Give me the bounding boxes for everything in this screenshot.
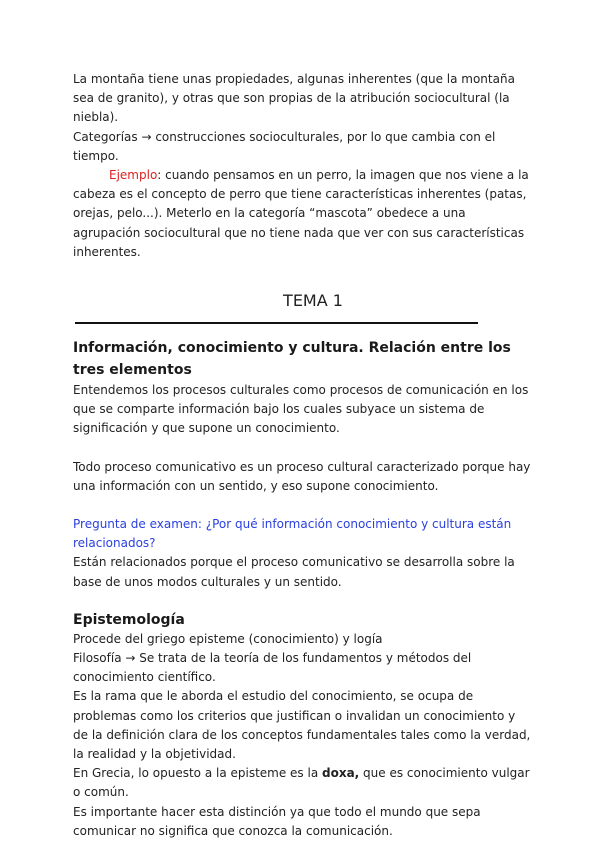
example-text: : cuando pensamos en un perro, la imagen que nos viene a la cabeza es el concepto de perro que tiene características inherentes (patas, orejas, pelo...). Meterlo en la categoría “mascota” obedece a una agrupación sociocultural que no tiene nada que ver con sus características inherentes. [73, 168, 529, 259]
doxa-term: doxa, [322, 766, 360, 781]
example-label: Ejemplo [109, 168, 158, 183]
example-paragraph [73, 166, 533, 262]
section2-paragraph-3: Es la rama que le aborda el estudio del conocimiento, se ocupa de problemas como los criterios que justifican o invalidan un conocimiento y de la definición clara de los conceptos fundamentales tales como la verdad, la realidad y la objetividad. [73, 689, 531, 762]
section-heading-epistemologia: Epistemología [73, 611, 185, 628]
section1-paragraph-2: Todo proceso comunicativo es un proceso cultural caracterizado porque hay una información con un sentido, y eso supone conocimiento. [73, 459, 531, 493]
intro-paragraph-1: La montaña tiene unas propiedades, algunas inherentes (que la montaña sea de granito), y otras que son propias de la atribución sociocultural (la niebla). [73, 72, 515, 125]
spacer [73, 496, 533, 515]
intro-paragraph-2: Categorías → construcciones socioculturales, por lo que cambia con el tiempo. [73, 129, 496, 163]
spacer [73, 439, 533, 458]
tema-title: TEMA 1 [283, 291, 343, 311]
exam-question: Pregunta de examen: ¿Por qué información conocimiento y cultura están relacionados? [73, 517, 512, 551]
title-divider [75, 322, 478, 324]
section1-paragraph-1: Entendemos los procesos culturales como procesos de comunicación en los que se comparte información bajo los cuales subyace un sistema de significación y que supone un conocimiento. [73, 383, 529, 436]
document-content [73, 70, 533, 841]
doxa-after: que es conocimiento vulgar o común. [73, 766, 530, 800]
section2-paragraph-2: Filosofía → Se trata de la teoría de los fundamentos y métodos del conocimiento científico. [73, 651, 472, 685]
section2-paragraph-4 [73, 764, 533, 802]
section2-paragraph-5: Es importante hacer esta distinción ya que todo el mundo que sepa comunicar no significa que conozca la comunicación. [73, 804, 481, 838]
exam-answer: Están relacionados porque el proceso comunicativo se desarrolla sobre la base de unos modos culturales y un sentido. [73, 555, 515, 589]
section-heading-informacion: Información, conocimiento y cultura. Relación entre los tres elementos [73, 340, 511, 379]
section2-paragraph-1: Procede del griego episteme (conocimiento) y logía [73, 631, 383, 646]
doxa-before: En Grecia, lo opuesto a la episteme es la [73, 766, 322, 781]
